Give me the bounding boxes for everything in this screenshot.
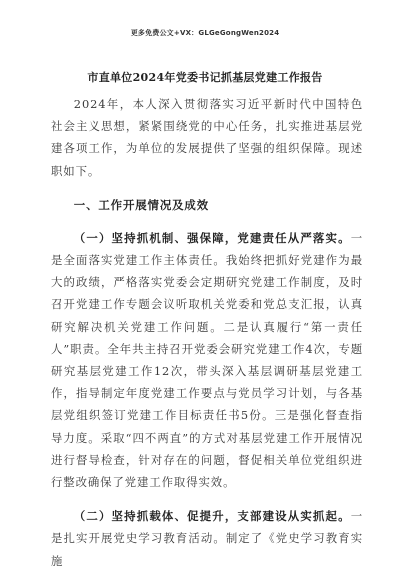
sub-section-1-heading: （一）坚持抓机制、强保障，党建责任从严落实。 (73, 230, 351, 245)
sub-section-1-paragraph (51, 227, 363, 493)
sub-section-2-paragraph (51, 505, 363, 572)
header-note: 更多免费公文+VX：GLGeGongWen2024 (130, 29, 280, 37)
document-body (51, 93, 363, 572)
sub-section-2-heading: （二）坚持抓载体、促提升，支部建设从实抓起。 (73, 509, 351, 524)
intro-paragraph: 2024年，本人深入贯彻落实习近平新时代中国特色社会主义思想，紧紧围绕党的中心任务，扎实推进基层党建各项工作，为单位的发展提供了坚强的组织保障。现述职如下。 (51, 97, 363, 178)
sub-section-2-body: 一是扎实开展党史学习教育活动。制定了《党史学习教育实施 (51, 509, 363, 568)
document-title: 市直单位2024年党委书记抓基层党建工作报告 (87, 71, 323, 84)
section-heading-1: 一、工作开展情况及成效 (73, 197, 209, 212)
sub-section-1-body: 一是全面落实党建工作主体责任。我始终把抓好党建作为最大的政绩，严格落实党委会定期研究党建工作制度，及时召开党建工作专题会议听取机关党委和党总支汇报，认真研究解决机关党建工作问题。二是认真履行“第一责任人”职责。全年共主持召开党委会研究党建工作4次，专题研究基层党建工作12次，带头深入基层调研基层党建工作，指导制定年度党建工作要点与党员学习计划，与各基层党组织签订党建工作目标责任书5份。三是强化督查指导力度。采取“四不两直”的方式对基层党建工作开展情况进行督导检查，针对存在的问题，督促相关单位党组织进行整改确保了党建工作取得实效。 (51, 230, 363, 490)
